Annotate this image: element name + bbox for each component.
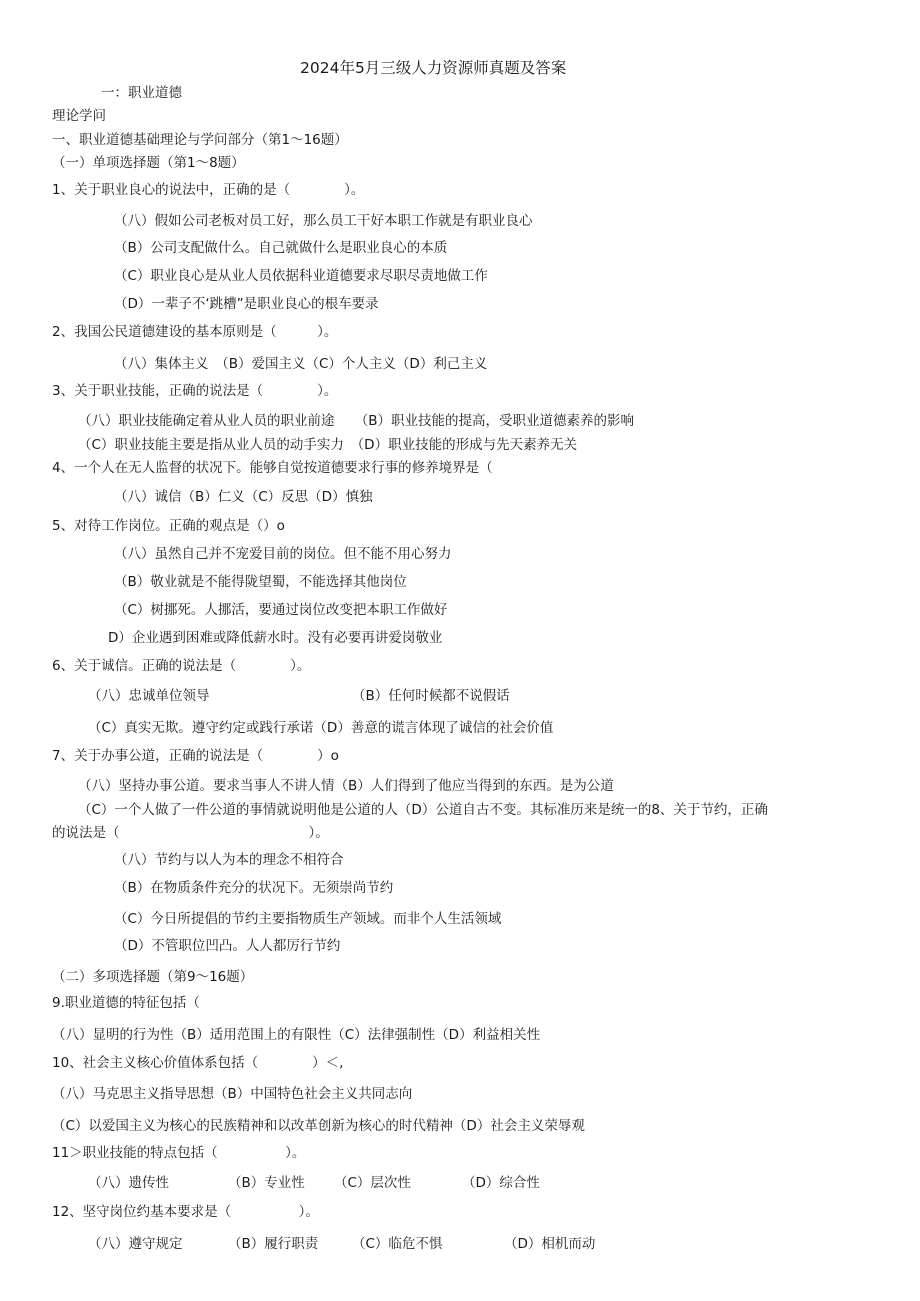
option-12d: （D）相机而动 [504, 1236, 596, 1252]
single-choice-heading: （一）单项选择题（第1～8题） [52, 155, 245, 171]
option-12b: （B）履行职责 [228, 1236, 319, 1252]
question-11: 11＞职业技能的特点包括（ ）。 [52, 1145, 306, 1161]
options-6-cd: （C）真实无欺。遵守约定或践行承诺（D）善意的谎言体现了诚信的社会价值 [88, 720, 554, 736]
question-12: 12、坚守岗位约基本要求是（ ）。 [52, 1204, 319, 1220]
option-8a: （八）节约与以人为本的理念不相符合 [114, 852, 344, 868]
options-3-ab: （八）职业技能确定着从业人员的职业前途 （B）职业技能的提高，受职业道德素养的影响 [78, 413, 635, 429]
options-7-cd-question-8: （C）一个人做了一件公道的事情就说明他是公道的人（D）公道自古不变。其标准历来是统一的8、关于节约，正确 [78, 802, 768, 818]
question-1: 1、关于职业良心的说法中，正确的是（ ）。 [52, 182, 365, 198]
option-5b: （B）敬业就是不能得陇望蜀，不能选择其他岗位 [114, 574, 407, 590]
option-11c: （C）层次性 [334, 1175, 411, 1191]
question-7: 7、关于办事公道，正确的说法是（ ）o [52, 748, 339, 764]
option-8d: （D）不管职位凹凸。人人都厉行节约 [114, 938, 341, 954]
question-5: 5、对待工作岗位。正确的观点是（）o [52, 518, 285, 534]
option-12a: （八）遵守规定 [88, 1236, 183, 1252]
option-8c: （C）今日所提倡的节约主要指物质生产领域。而非个人生活领域 [114, 911, 502, 927]
option-5a: （八）虽然自己并不宠爱目前的岗位。但不能不用心努力 [114, 546, 452, 562]
section-label: 一：职业道德 [101, 85, 182, 101]
question-4: 4、一个人在无人监督的状况下。能够自觉按道德要求行事的修养境界是（ [52, 460, 493, 476]
question-9: 9.职业道德的特征包括（ [52, 995, 200, 1011]
option-1c: （C）职业良心是从业人员依据科业道德要求尽职尽责地做工作 [114, 268, 488, 284]
option-1b: （B）公司支配做什么。自己就做什么是职业良心的本质 [114, 240, 448, 256]
options-4: （八）诚信（B）仁义（C）反思（D）慎独 [114, 489, 373, 505]
option-1d: （D）一辈子不‘跳槽”是职业良心的根车要录 [114, 296, 379, 312]
option-5c: （C）树挪死。人挪活，要通过岗位改变把本职工作做好 [114, 602, 448, 618]
option-11a: （八）遗传性 [88, 1175, 169, 1191]
options-2: （八）集体主义 （B）爱国主义（C）个人主义（D）利己主义 [114, 356, 488, 372]
question-10: 10、社会主义核心价值体系包括（ ）＜, [52, 1055, 344, 1071]
option-11d: （D）综合性 [462, 1175, 540, 1191]
option-5d: D）企业遇到困难或降低薪水时。没有必要再讲爱岗敬业 [108, 630, 443, 646]
part-heading: 一、职业道德基础理论与学问部分（第1～16题） [52, 132, 348, 148]
question-2: 2、我国公民道德建设的基本原则是（ ）。 [52, 324, 338, 340]
option-8b: （B）在物质条件充分的状况下。无须崇尚节约 [114, 880, 394, 896]
options-7-ab: （八）坚持办事公道。要求当事人不讲人情（B）人们得到了他应当得到的东西。是为公道 [78, 778, 614, 794]
option-1a: （八）假如公司老板对员工好，那么员工干好本职工作就是有职业良心 [114, 213, 533, 229]
options-9: （八）显明的行为性（B）适用范围上的有限性（C）法律强制性（D）利益相关性 [52, 1027, 541, 1043]
question-3: 3、关于职业技能，正确的说法是（ ）。 [52, 383, 338, 399]
options-3-cd: （C）职业技能主要是指从业人员的动手实力 （D）职业技能的形成与先天素养无关 [78, 437, 578, 453]
options-10-ab: （八）马克思主义指导思想（B）中国特色社会主义共同志向 [52, 1086, 413, 1102]
option-6a: （八）忠诚单位领导 [88, 688, 210, 704]
multi-choice-heading: （二）多项选择题（第9～16题） [52, 969, 254, 985]
question-8-continued: 的说法是（ ）。 [52, 825, 329, 841]
options-10-cd: （C）以爱国主义为核心的民族精神和以改革创新为核心的时代精神（D）社会主义荣辱观 [52, 1118, 585, 1134]
option-6b: （B）任何时候都不说假话 [352, 688, 510, 704]
question-6: 6、关于诚信。正确的说法是（ ）。 [52, 658, 311, 674]
subsection-label: 理论学问 [52, 108, 106, 124]
document-title: 2024年5月三级人力资源师真题及答案 [300, 59, 567, 77]
option-11b: （B）专业性 [228, 1175, 305, 1191]
option-12c: （C）临危不惧 [352, 1236, 443, 1252]
